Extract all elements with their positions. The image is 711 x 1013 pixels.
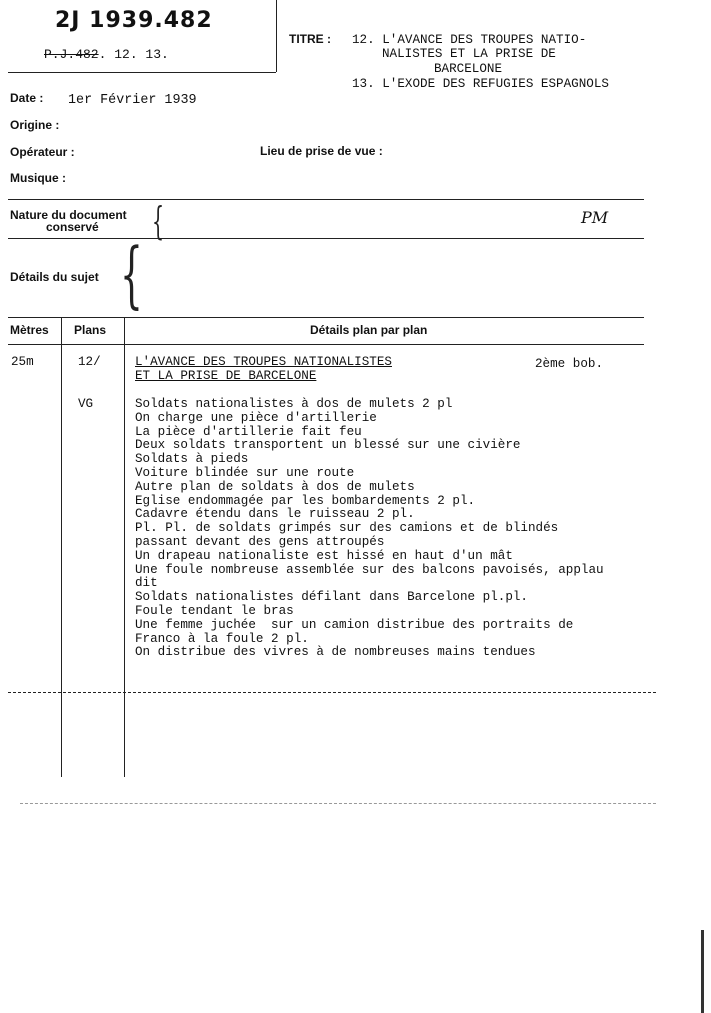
shot-line: Soldats à pieds [135,452,249,467]
dashed-separator [8,692,656,693]
section-title-2: ET LA PRISE DE BARCELONE [135,369,317,383]
shot-list [135,398,604,660]
header-plans: Plans [74,323,107,337]
plans-value-2: VG [78,397,94,411]
lieu-label: Lieu de prise de vue : [260,144,383,158]
shot-line: Franco à la foule 2 pl. [135,631,309,646]
shot-line: Un drapeau nationaliste est hissé en haut d'un mât [135,548,513,563]
shot-line: Une femme juchée sur un camion distribue des portraits de [135,617,574,632]
scan-edge [701,930,704,1013]
shot-line: Deux soldats transportent un blessé sur une civière [135,438,521,453]
ref-box-bottom-border [8,72,276,73]
shot-line: Autre plan de soldats à dos de mulets [135,479,415,494]
shot-line: La pièce d'artillerie fait feu [135,424,362,439]
titre-line-1: 12. L'AVANCE DES TROUPES NATIO- [352,33,587,47]
handwritten-reference: 2J 1939.482 [55,8,213,33]
nature-label-1: Nature du document [10,208,127,222]
plans-value-1: 12/ [78,355,101,369]
divider-nature [8,238,644,239]
old-reference: P.J.482 [44,47,99,62]
reel-label: 2ème bob. [535,357,604,371]
shot-line: Eglise endommagée par les bombardements 2 pl. [135,493,476,508]
origine-label: Origine : [10,118,60,132]
header-metres: Mètres [10,323,49,337]
shot-line: Soldats nationalistes à dos de mulets 2 pl [135,397,453,411]
nature-label-2: conservé [46,220,99,234]
table-top-border [8,317,644,318]
reference-line [44,48,169,62]
metres-value: 25m [11,355,34,369]
titre-line-2: NALISTES ET LA PRISE DE [382,47,556,61]
nature-value: PM [581,208,609,227]
shot-line: On charge une pièce d'artillerie [135,410,377,425]
column-divider-1 [61,317,62,777]
shot-line: Cadavre étendu dans le ruisseau 2 pl. [135,507,415,522]
shot-line: Pl. Pl. de soldats grimpés sur des camions et de blindés [135,521,559,536]
shot-line: Voiture blindée sur une route [135,465,355,480]
titre-line-4: 13. L'EXODE DES REFUGIES ESPAGNOLS [352,77,609,91]
ref-box-right-border [276,0,277,72]
reference-suffix: . 12. 13. [98,47,169,62]
shot-line: Une foule nombreuse assemblée sur des balcons pavoisés, applau [135,562,604,577]
date-label: Date : [10,91,44,105]
faint-dashed-line [20,803,656,804]
details-sujet-brace: { [120,232,143,316]
divider-top [8,199,644,200]
nature-brace: { [152,199,165,243]
column-divider-2 [124,317,125,777]
shot-line: Soldats nationalistes défilant dans Barcelone pl.pl. [135,590,528,605]
shot-line: Foule tendant le bras [135,603,294,618]
shot-line: On distribue des vivres à de nombreuses mains tendues [135,645,536,660]
section-title-1: L'AVANCE DES TROUPES NATIONALISTES [135,355,392,369]
titre-line-3: BARCELONE [434,62,503,76]
musique-label: Musique : [10,171,66,185]
shot-line: dit [135,576,158,591]
details-sujet-label: Détails du sujet [10,270,99,284]
header-details: Détails plan par plan [310,323,428,337]
titre-label: TITRE : [289,32,331,46]
shot-line: passant devant des gens attroupés [135,534,385,549]
operateur-label: Opérateur : [10,145,75,159]
table-header-bottom-border [8,344,644,345]
date-value: 1er Février 1939 [68,93,197,108]
